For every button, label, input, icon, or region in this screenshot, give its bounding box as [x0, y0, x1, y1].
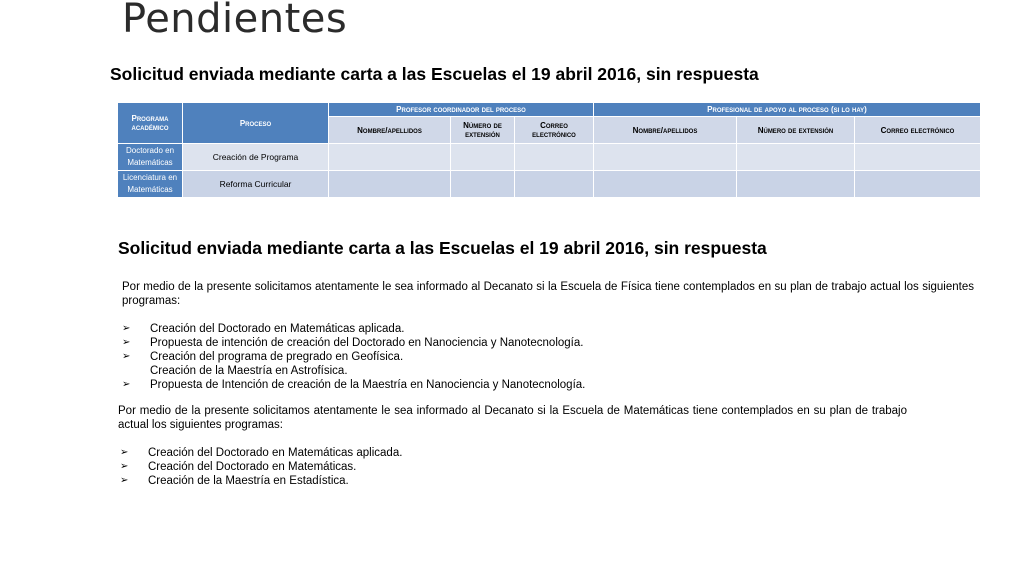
arrow-bullet-icon: ➢ — [122, 351, 131, 362]
list-item — [120, 460, 402, 474]
cell-empty — [594, 171, 737, 198]
cell-empty — [855, 171, 981, 198]
list-item-text: Creación del Doctorado en Matemáticas aplicada. — [150, 323, 405, 335]
header-correo-apoyo: Correo electrónico — [855, 117, 981, 144]
header-programa: Programa académico — [118, 103, 183, 144]
cell-empty — [594, 144, 737, 171]
matematicas-programs-list — [120, 446, 402, 488]
list-item-text: Creación de la Maestría en Astrofísica. — [150, 365, 348, 377]
list-item-text: Creación del programa de pregrado en Geofísica. — [150, 351, 404, 363]
cell-proceso: Creación de Programa — [183, 144, 329, 171]
arrow-bullet-icon: ➢ — [122, 337, 131, 348]
list-item — [122, 350, 585, 364]
section1-heading: Solicitud enviada mediante carta a las Escuelas el 19 abril 2016, sin respuesta — [110, 64, 759, 84]
cell-empty — [515, 171, 594, 198]
header-extension-apoyo: Número de extensión — [737, 117, 855, 144]
header-extension-coordinador: Número de extensión — [451, 117, 515, 144]
matematicas-request-paragraph: Por medio de la presente solicitamos atentamente le sea informado al Decanato si la Escuela de Matemáticas tiene contemplados en su plan de trabajo actual los siguientes programas: — [118, 405, 907, 431]
cell-empty — [737, 171, 855, 198]
header-coordinador: Profesor coordinador del proceso — [329, 103, 594, 117]
list-item-text: Propuesta de intención de creación del Doctorado en Nanociencia y Nanotecnología. — [150, 337, 584, 349]
arrow-bullet-icon: ➢ — [120, 475, 129, 486]
pending-processes-table — [117, 102, 981, 198]
header-correo-coordinador: Correo electrónico — [515, 117, 594, 144]
arrow-bullet-icon: ➢ — [120, 447, 129, 458]
list-item — [120, 474, 402, 488]
list-item — [122, 364, 585, 378]
list-item — [120, 446, 402, 460]
header-nombre-coordinador: Nombre/apellidos — [329, 117, 451, 144]
header-proceso: Proceso — [183, 103, 329, 144]
list-item-text: Creación del Doctorado en Matemáticas aplicada. — [148, 447, 403, 459]
cell-proceso: Reforma Curricular — [183, 171, 329, 198]
list-item — [122, 378, 585, 392]
cell-programa: Doctorado en Matemáticas — [118, 144, 183, 171]
list-item — [122, 322, 585, 336]
fisica-programs-list — [122, 322, 585, 392]
cell-programa: Licenciatura en Matemáticas — [118, 171, 183, 198]
table-row — [118, 144, 981, 171]
list-item-text: Creación de la Maestría en Estadística. — [148, 475, 349, 487]
list-item-text: Creación del Doctorado en Matemáticas. — [148, 461, 357, 473]
cell-empty — [329, 144, 451, 171]
arrow-bullet-icon: ➢ — [122, 323, 131, 334]
arrow-bullet-icon: ➢ — [120, 461, 129, 472]
header-nombre-apoyo: Nombre/apellidos — [594, 117, 737, 144]
cell-empty — [515, 144, 594, 171]
cell-empty — [451, 171, 515, 198]
arrow-bullet-icon: ➢ — [122, 379, 131, 390]
list-item-text: Propuesta de Intención de creación de la Maestría en Nanociencia y Nanotecnología. — [150, 379, 586, 391]
list-item — [122, 336, 585, 350]
table-row — [118, 171, 981, 198]
cell-empty — [737, 144, 855, 171]
cell-empty — [329, 171, 451, 198]
section2-heading: Solicitud enviada mediante carta a las Escuelas el 19 abril 2016, sin respuesta — [118, 238, 767, 258]
header-apoyo: Profesional de apoyo al proceso (si lo hay) — [594, 103, 981, 117]
cell-empty — [855, 144, 981, 171]
page-title: Pendientes — [122, 0, 348, 42]
cell-empty — [451, 144, 515, 171]
fisica-request-paragraph: Por medio de la presente solicitamos atentamente le sea informado al Decanato si la Escuela de Física tiene contemplados en su plan de trabajo actual los siguientes programas: — [122, 281, 974, 307]
